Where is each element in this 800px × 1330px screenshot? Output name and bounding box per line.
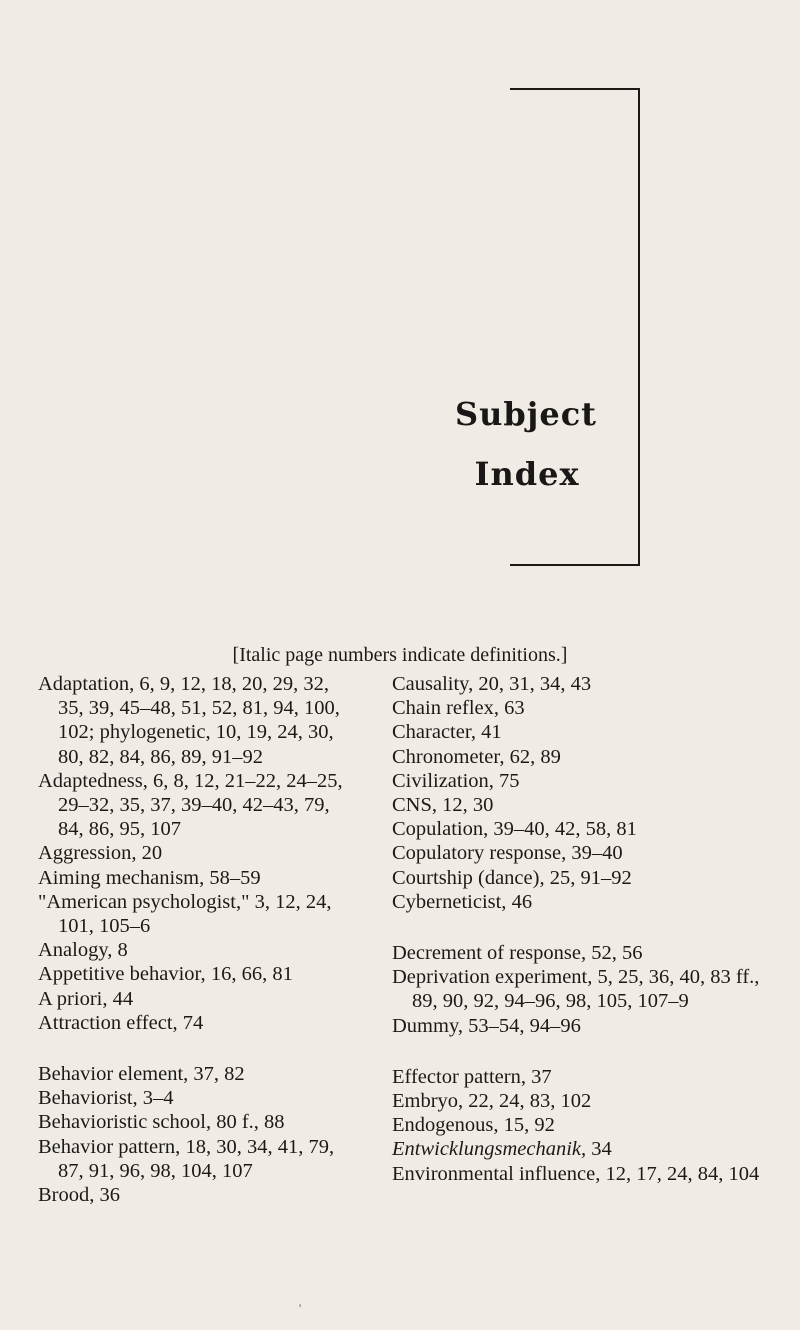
index-group [392, 1065, 772, 1186]
index-entry [38, 890, 348, 938]
index-entry [392, 941, 772, 965]
index-term: Endogenous, [392, 1114, 499, 1137]
index-pages: 3–4 [137, 1087, 174, 1110]
index-pages: 41 [475, 721, 502, 744]
index-entry [38, 769, 348, 842]
index-pages: 20, 31, 34, 43 [473, 673, 592, 695]
index-pages: 39–40, 42, 58, 81 [488, 818, 637, 841]
index-term: Entwicklungsmechanik, [392, 1138, 587, 1161]
index-pages: 18, 30, 34, 41, 79, 87, 91, 96, 98, 104, 107 [58, 1135, 335, 1182]
index-term: Embryo, [392, 1090, 464, 1113]
index-term: Adaptedness, [38, 769, 148, 792]
index-term: Appetitive behavior, [38, 963, 206, 986]
index-term: Copulatory response, [392, 842, 567, 865]
index-group [38, 672, 348, 1035]
index-term: Courtship (dance), [392, 866, 545, 889]
index-entry [392, 965, 772, 1013]
index-entry [392, 745, 772, 769]
index-pages: 63 [499, 697, 525, 720]
index-entry [392, 1162, 772, 1186]
page-title-index: Index [474, 455, 580, 493]
index-entry [392, 696, 772, 720]
index-term: Behavioristic school, [38, 1111, 212, 1134]
index-pages: 36 [94, 1184, 120, 1207]
index-term: Attraction effect, [38, 1011, 178, 1034]
index-entry [392, 720, 772, 744]
index-term: Decrement of response, [392, 942, 587, 965]
index-pages: 80 f., 88 [211, 1111, 285, 1134]
index-pages: 16, 66, 81 [205, 963, 293, 986]
index-group [38, 1062, 348, 1207]
index-pages: 75 [493, 769, 520, 792]
index-term: Deprivation experiment, [392, 966, 593, 989]
index-entry [392, 1089, 772, 1113]
index-term: Cyberneticist, [392, 890, 507, 913]
index-term: Behavior pattern, [38, 1135, 181, 1158]
index-term: Aggression, [38, 842, 137, 865]
index-pages: 12, 17, 24, 84, 104 [600, 1162, 760, 1185]
index-term: Analogy, [38, 939, 113, 962]
index-term: Copulation, [392, 818, 489, 841]
index-entry [38, 938, 348, 962]
page-mark: ' [299, 1301, 302, 1315]
index-pages: 22, 24, 83, 102 [463, 1090, 592, 1113]
index-pages: 39–40 [566, 842, 623, 865]
index-entry [392, 1014, 772, 1038]
index-pages: 15, 92 [498, 1114, 555, 1137]
index-term: Behavior element, [38, 1063, 189, 1086]
title-bracket-frame [510, 88, 640, 566]
index-column-right [392, 672, 772, 1213]
index-entry [38, 987, 348, 1011]
index-pages: 34 [586, 1138, 612, 1161]
index-term: Causality, [392, 673, 474, 695]
index-pages: 37 [525, 1065, 552, 1088]
index-pages: 5, 25, 36, 40, 83 ff., 89, 90, 92, 94–96, 98, 105, 107–9 [412, 966, 760, 1013]
index-entry [392, 793, 772, 817]
index-entry [38, 1062, 348, 1086]
index-pages: 12, 30 [437, 794, 494, 817]
index-entry [392, 866, 772, 890]
index-term: "American psychologist," [38, 890, 250, 913]
index-pages: 52, 56 [586, 942, 643, 965]
index-entry [392, 841, 772, 865]
page-title-subject: Subject [455, 395, 597, 433]
index-entry [38, 1183, 348, 1207]
index-entry [38, 866, 348, 890]
index-term: CNS, [392, 794, 438, 817]
index-pages: 58–59 [204, 866, 261, 889]
index-entry [392, 1113, 772, 1137]
index-term: Aiming mechanism, [38, 866, 205, 889]
index-entry [38, 1086, 348, 1110]
index-term: Behaviorist, [38, 1087, 138, 1110]
index-entry [392, 817, 772, 841]
index-entry [38, 672, 348, 769]
index-group [392, 941, 772, 1038]
index-column-left [38, 672, 348, 1234]
index-entry [38, 841, 348, 865]
index-term: Brood, [38, 1184, 95, 1207]
index-pages: 8 [112, 939, 128, 962]
index-entry [38, 1135, 348, 1183]
index-group [392, 672, 772, 914]
index-term: Chronometer, [392, 745, 505, 768]
index-term: Adaptation, [38, 673, 135, 695]
italic-note: [Italic page numbers indicate definitions.] [232, 644, 568, 666]
index-entry [392, 890, 772, 914]
index-entry [392, 672, 772, 696]
index-entry [38, 962, 348, 986]
index-entry [38, 1110, 348, 1134]
index-pages: 53–54, 94–96 [463, 1014, 581, 1037]
index-term: Environmental influence, [392, 1162, 601, 1185]
index-pages: 3, 12, 24, 101, 105–6 [58, 890, 332, 938]
index-term: Effector pattern, [392, 1065, 526, 1088]
index-entry [38, 1011, 348, 1035]
index-term: Chain reflex, [392, 697, 500, 720]
index-pages: 37, 82 [188, 1063, 245, 1086]
index-term: A priori, [38, 987, 108, 1010]
index-entry [392, 1137, 772, 1161]
index-entry [392, 769, 772, 793]
index-term: Character, [392, 721, 476, 744]
index-pages: 6, 8, 12, 21–22, 24–25, 29–32, 35, 37, 39–40, 42–43, 79, 84, 86, 95, 107 [58, 769, 343, 841]
index-pages: 74 [177, 1011, 204, 1034]
index-pages: 44 [107, 987, 134, 1010]
index-pages: 46 [506, 890, 533, 913]
index-term: Civilization, [392, 769, 494, 792]
index-term: Dummy, [392, 1014, 463, 1037]
index-pages: 62, 89 [504, 745, 561, 768]
index-pages: 20 [136, 842, 163, 865]
index-pages: 25, 91–92 [544, 866, 632, 889]
index-pages: 6, 9, 12, 18, 20, 29, 32, 35, 39, 45–48, 51, 52, 81, 94, 100, 102; phylogenetic, 10, 19, 24, 30, 80, 82, 84, 86, 89, 91–92 [58, 673, 340, 768]
index-entry [392, 1065, 772, 1089]
